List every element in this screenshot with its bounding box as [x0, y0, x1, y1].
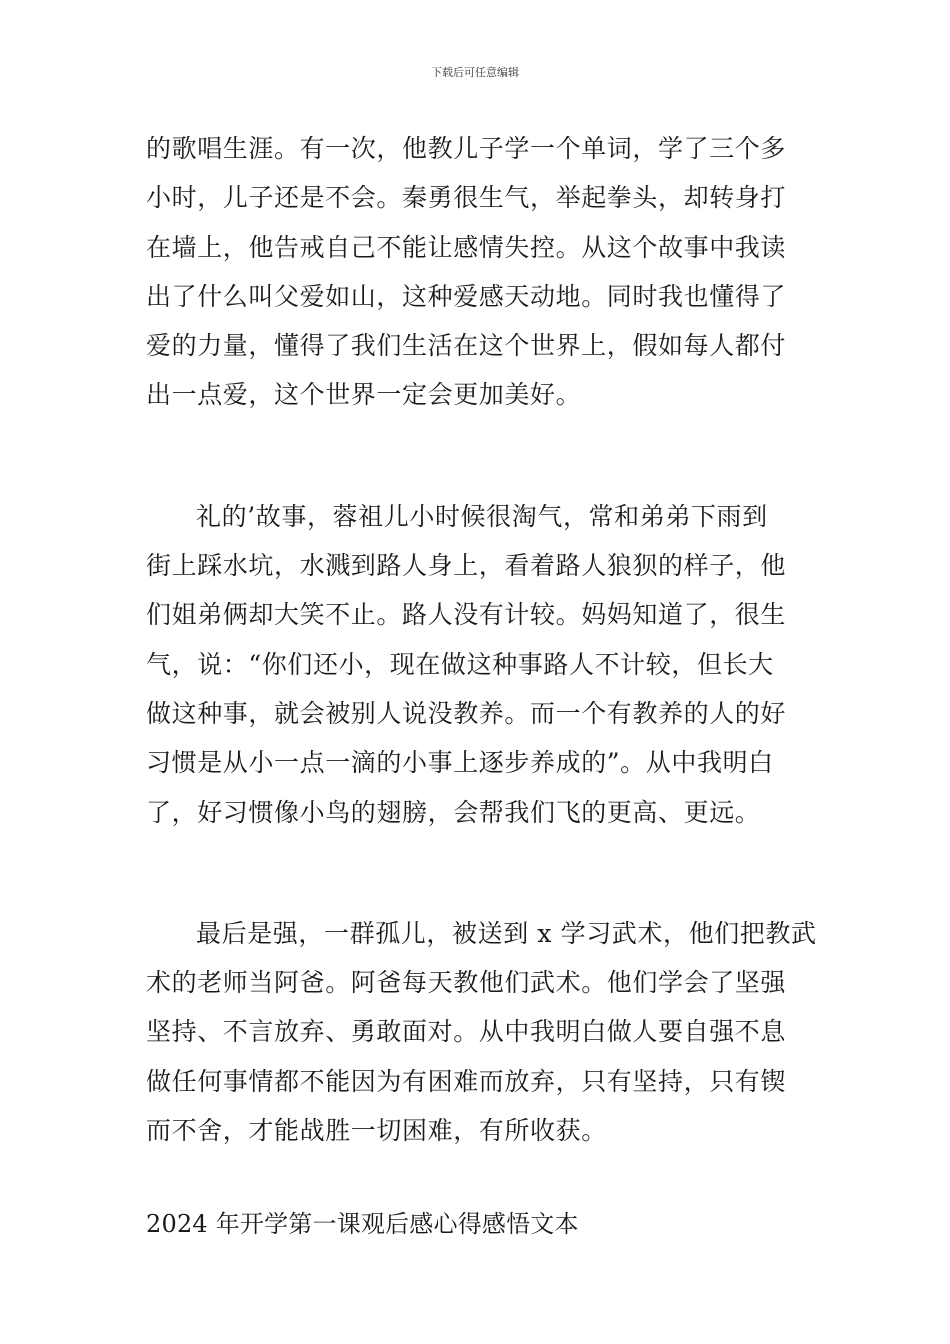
- paragraph-line: 坚持、不言放弃、勇敢面对。从中我明白做人要自强不息: [146, 1017, 787, 1047]
- paragraph-line: 的歌唱生涯。有一次，他教儿子学一个单词，学了三个多: [146, 134, 787, 163]
- paragraph-line: 做这种事，就会被别人说没教养。而一个有教养的人的好: [146, 698, 787, 728]
- paragraph-line: 习惯是从小一点一滴的小事上逐步养成的”。从中我明白: [146, 748, 774, 778]
- paragraph-line: 爱的力量，懂得了我们生活在这个世界上，假如每人都付: [146, 331, 787, 361]
- paragraph-line: 气，说：“你们还小，现在做这种事路人不计较，但长大: [146, 649, 774, 679]
- section-heading: 2024 年开学第一课观后感心得感悟文本: [146, 1210, 579, 1239]
- paragraph-3: [146, 909, 817, 1155]
- paragraph-line: 出一点爱，这个世界一定会更加美好。: [146, 380, 582, 410]
- paragraph-spacer: [146, 837, 810, 909]
- paragraph-1: [146, 124, 810, 420]
- page-header: 下载后可任意编辑: [431, 66, 519, 79]
- paragraph-line: 出了什么叫父爱如山，这种爱感天动地。同时我也懂得了: [146, 281, 787, 311]
- paragraph-2: [146, 492, 810, 837]
- paragraph-line: 术的老师当阿爸。阿爸每天教他们武术。他们学会了坚强: [146, 968, 787, 998]
- paragraph-line: 做任何事情都不能因为有困难而放弃，只有坚持，只有锲: [146, 1066, 787, 1096]
- paragraph-line: 最后是强，一群孤儿，被送到 x 学习武术，他们把教武: [196, 918, 817, 948]
- paragraph-line: 小时，儿子还是不会。秦勇很生气，举起拳头，却转身打: [146, 183, 787, 213]
- paragraph-line: 了，好习惯像小鸟的翅膀，会帮我们飞的更高、更远。: [146, 797, 761, 827]
- paragraph-line: 在墙上，他告戒自己不能让感情失控。从这个故事中我读: [146, 232, 787, 262]
- paragraph-spacer: [146, 420, 810, 492]
- document-body: [146, 124, 817, 1244]
- paragraph-spacer: [146, 1155, 810, 1204]
- paragraph-line: 们姐弟俩却大笑不止。路人没有计较。妈妈知道了，很生: [146, 600, 787, 630]
- paragraph-line: 而不舍，才能战胜一切困难，有所收获。: [146, 1116, 607, 1146]
- paragraph-line: 街上踩水坑，水溅到路人身上，看着路人狼狈的样子，他: [146, 551, 787, 581]
- paragraph-line: 礼的’故事，蓉祖儿小时候很淘气，常和弟弟下雨到: [196, 501, 768, 531]
